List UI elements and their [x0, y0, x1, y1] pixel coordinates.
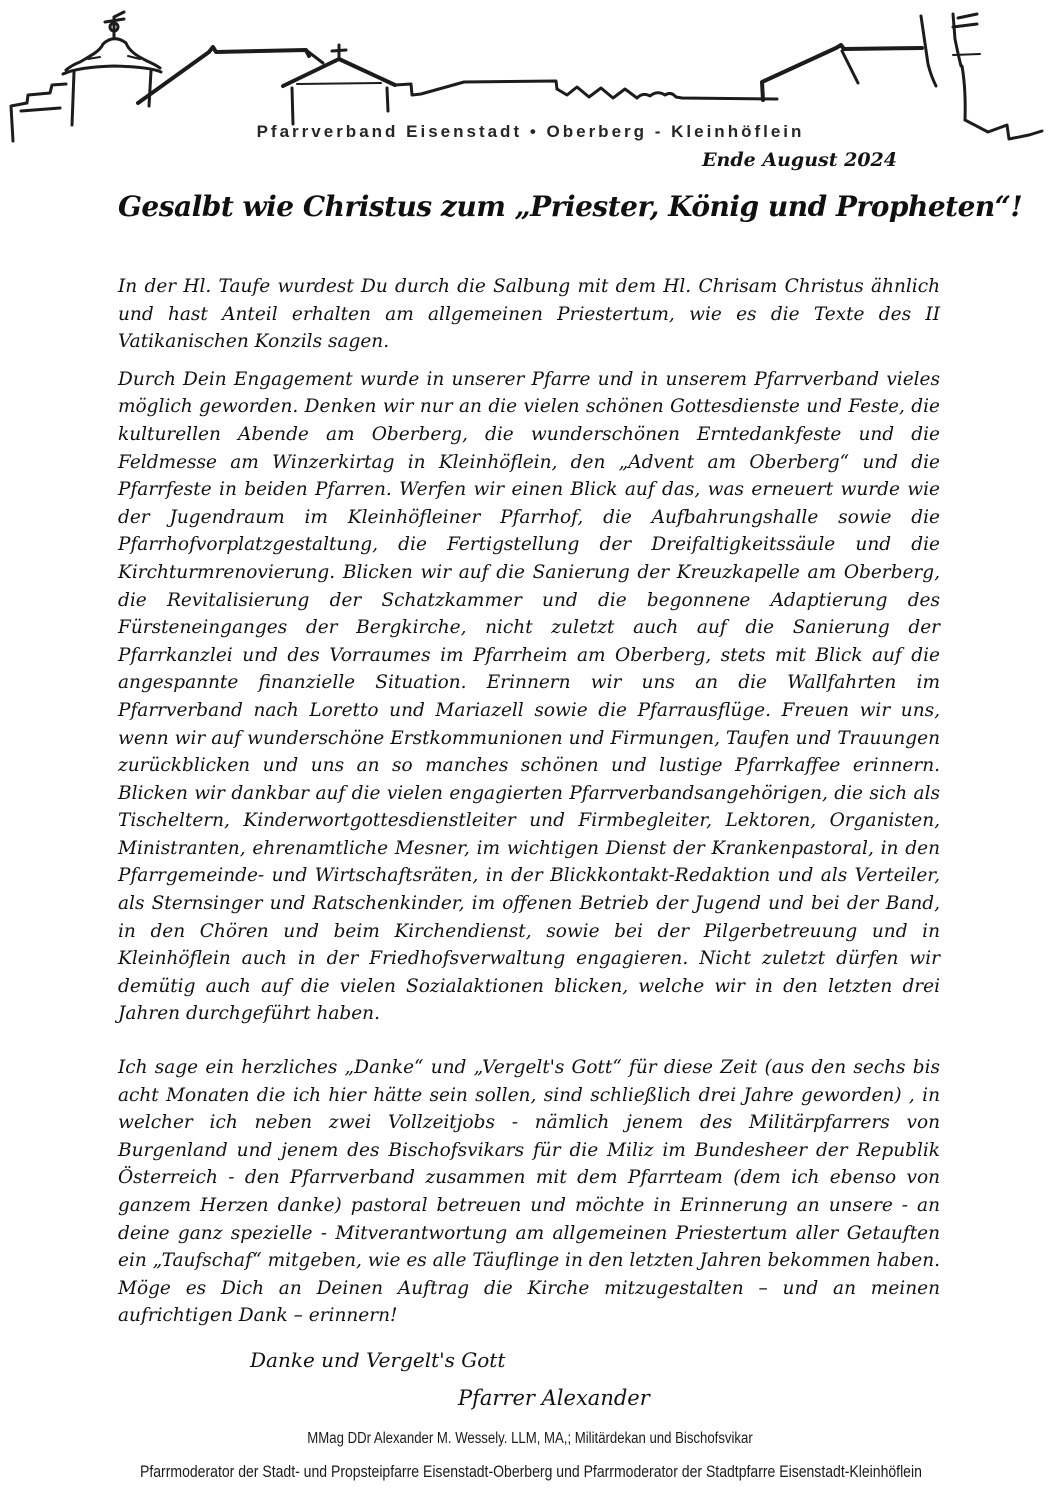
signature-name: Pfarrer Alexander — [458, 1385, 650, 1410]
signer-roles: Pfarrmoderator der Stadt- und Propsteipfarre Eisenstadt-Oberberg und Pfarrmoderator der Stadtpfarre Eisenstadt-Kleinhöflein — [139, 1462, 922, 1481]
organization-name: Pfarrverband Eisenstadt • Oberberg - Kleinhöflein — [256, 122, 805, 141]
letter-title: Gesalbt wie Christus zum „Priester, König und Propheten“! — [118, 190, 1023, 223]
letter-date: Ende August 2024 — [702, 149, 897, 171]
closing-block — [0, 1348, 1061, 1482]
closing-thanks: Danke und Vergelt's Gott — [250, 1347, 506, 1372]
body-paragraph-dank: Ich sage ein herzliches „Danke“ und „Vergelt's Gott“ für diese Zeit (aus den sechs bis acht Monaten die ich hier hätte sein sollen, sind schließlich drei Jahre geworden) , in welcher ich neben zwei Vollzeitjobs - nämlich jenem des Militärpfarrers von Burgenland und jenem des Bischofsvikars für die Miliz im Bundesheer der Republik Österreich - den Pfarrverband zusammen mit dem Pfarrteam (dem ich ebenso von ganzem Herzen danke) pastoral betreuen und möchte in Erinnerung an unsere - an deine ganz spezielle - Mitverantwortung am allgemeinen Priestertum aller Getauften ein „Taufschaf“ mitgeben, wie es alle Täuflinge in den letzten Jahren bekommen haben. Möge es Dich an Deinen Auftrag die Kirche mitzugestalten – und an meinen aufrichtigen Dank – erinnern! — [118, 1057, 941, 1327]
signer-credentials: MMag DDr Alexander M. Wessely. LLM, MA,; Militärdekan und Bischofsvikar — [307, 1429, 754, 1447]
body-paragraph-engagement: Durch Dein Engagement wurde in unserer Pfarre und in unserem Pfarrverband vieles möglich geworden. Denken wir nur an die vielen schönen Gottesdienste und Feste, die kulturellen Abende am Oberberg, die wunderschönen Erntedankfeste und die Feldmesse am Winzerkirtag in Kleinhöflein, den „Advent am Oberberg“ und die Pfarrfeste in beiden Pfarren. Werfen wir einen Blick auf das, was erneuert wurde wie der Jugendraum im Kleinhöfleiner Pfarrhof, die Aufbahrungshalle sowie die Pfarrhofvorplatzgestaltung, die Fertigstellung der Dreifaltigkeitssäule und die Kirchturmrenovierung. Blicken wir auf die Sanierung der Kreuzkapelle am Oberberg, die Revitalisierung der Schatzkammer und die begonnene Adaptierung des Fürsteneinganges der Bergkirche, nicht zuletzt auch auf die Sanierung der Pfarrkanzlei und des Vorraumes im Pfarrheim am Oberberg, stets mit Blick auf die angespannte finanzielle Situation. Erinnern wir uns an die Wallfahrten im Pfarrverband nach Loretto und Mariazell sowie die Pfarrausflüge. Freuen wir uns, wenn wir auf wunderschöne Erstkommunionen und Firmungen, Taufen und Trauungen zurückblicken und uns an so manches schönen und lustige Pfarrkaffee erinnern. Blicken wir dankbar auf die vielen engagierten Pfarrverbandsangehörigen, die sich als Tischeltern, Kinderwortgottesdienstleiter und Firmbegleiter, Lektoren, Organisten, Ministranten, ehrenamtliche Mesner, im wichtigen Dienst der Krankenpastoral, in den Pfarrgemeinde- und Wirtschaftsräten, in der Blickkontakt-Redaktion und als Verteiler, als Sternsinger und Ratschenkinder, im offenen Betrieb der Jugend und bei der Band, in den Chören und beim Kirchendienst, sowie bei der Pilgerbetreuung und in Kleinhöflein auch in der Friedhofsverwaltung engagieren. Nicht zuletzt dürfen wir demütig auch auf die vielen Sozialaktionen blicken, welche wir in den letzten drei Jahren durchgeführt haben. — [118, 368, 940, 1025]
signer-roles-line — [0, 1463, 1061, 1482]
letter-body — [118, 273, 940, 1330]
signer-credentials-line — [0, 1430, 1061, 1448]
body-paragraph-taufe: In der Hl. Taufe wurdest Du durch die Salbung mit dem Hl. Chrisam Christus ähnlich und hast Anteil erhalten am allgemeinen Priestertum, wie es die Texte des II Vatikanischen Konzils sagen. — [118, 276, 940, 353]
letterhead — [0, 0, 1061, 180]
